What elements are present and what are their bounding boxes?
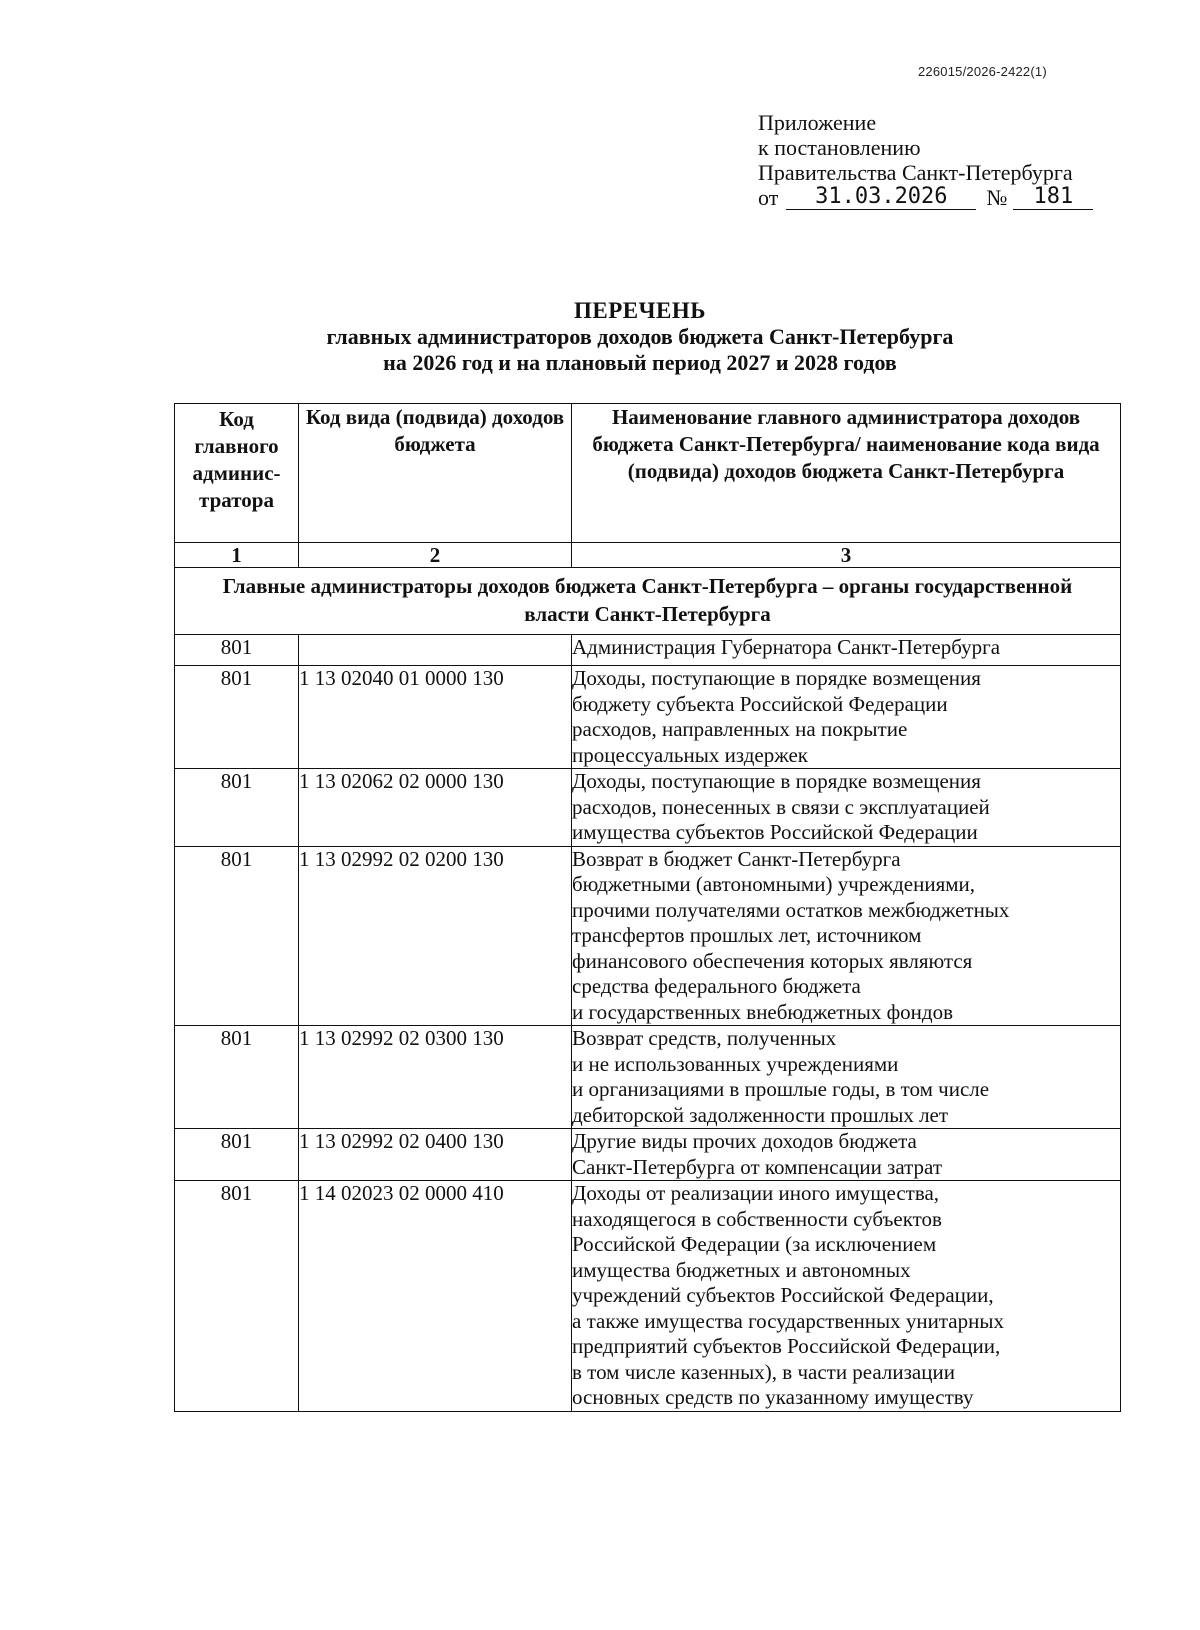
name-line: основных средств по указанному имуществу bbox=[572, 1385, 974, 1409]
name-cell bbox=[572, 769, 1121, 847]
income-code-cell: 1 13 02040 01 0000 130 bbox=[299, 666, 572, 769]
table-row bbox=[175, 1026, 1121, 1129]
name-cell bbox=[572, 635, 1121, 666]
table-row bbox=[175, 635, 1121, 666]
table-row bbox=[175, 846, 1121, 1026]
title-line-2: главных администраторов доходов бюджета Санкт-Петербурга bbox=[326, 324, 954, 349]
title-line-3: на 2026 год и на плановый период 2027 и 2028 годов bbox=[383, 350, 897, 375]
table-row bbox=[175, 666, 1121, 769]
name-line: в том числе казенных), в части реализации bbox=[572, 1359, 955, 1384]
name-line: Доходы, поступающие в порядке возмещения bbox=[572, 666, 981, 690]
income-code-cell: 1 13 02062 02 0000 130 bbox=[299, 769, 572, 847]
header-income-code: Код вида (подвида) доходов бюджета bbox=[299, 404, 572, 543]
admin-code-cell: 801 bbox=[175, 846, 299, 1026]
income-code-cell: 1 13 02992 02 0400 130 bbox=[299, 1129, 572, 1181]
name-line: бюджету субъекта Российской Федерации bbox=[572, 691, 948, 716]
income-code-cell bbox=[299, 635, 572, 666]
name-line: имущества субъектов Российской Федерации bbox=[572, 820, 978, 844]
resolution-number: 181 bbox=[1013, 185, 1093, 210]
name-line: средства федерального бюджета bbox=[572, 974, 861, 998]
table-row bbox=[175, 769, 1121, 847]
appendix-block bbox=[758, 110, 1178, 210]
admin-code-cell: 801 bbox=[175, 1181, 299, 1412]
name-line: трансфертов прошлых лет, источником bbox=[572, 923, 922, 947]
name-cell bbox=[572, 1181, 1121, 1412]
name-line: и не использованных учреждениями bbox=[572, 1051, 899, 1076]
administrators-table bbox=[174, 403, 1121, 1412]
resolution-date: 31.03.2026 bbox=[786, 185, 976, 210]
name-line: предприятий субъектов Российской Федерации, bbox=[572, 1334, 1001, 1358]
name-line: учреждений субъектов Российской Федерации, bbox=[572, 1283, 994, 1307]
admin-code-cell: 801 bbox=[175, 635, 299, 666]
column-number: 2 bbox=[299, 543, 572, 568]
income-code-cell: 1 14 02023 02 0000 410 bbox=[299, 1181, 572, 1412]
name-line: расходов, понесенных в связи с эксплуатацией bbox=[572, 794, 990, 819]
header-name: Наименование главного администратора доходов бюджета Санкт-Петербурга/ наименование кода вида (подвида) доходов бюджета Санкт-Петербурга bbox=[572, 404, 1121, 543]
name-line: Возврат средств, полученных bbox=[572, 1026, 837, 1050]
title-heading: ПЕРЕЧЕНЬ bbox=[574, 298, 706, 323]
date-prefix: от bbox=[758, 185, 779, 210]
name-line: и организациями в прошлые годы, в том числе bbox=[572, 1077, 990, 1101]
admin-code-cell: 801 bbox=[175, 1129, 299, 1181]
document-title bbox=[170, 298, 1110, 376]
name-cell bbox=[572, 1026, 1121, 1129]
name-line: прочими получателями остатков межбюджетных bbox=[572, 897, 1010, 922]
document-registration-number: 226015/2026-2422(1) bbox=[918, 64, 1047, 79]
name-line: Доходы от реализации иного имущества, bbox=[572, 1181, 940, 1205]
name-line: дебиторской задолженности прошлых лет bbox=[572, 1102, 949, 1127]
column-number: 3 bbox=[572, 543, 1121, 568]
name-cell bbox=[572, 666, 1121, 769]
appendix-line-2: к постановлению bbox=[758, 135, 921, 160]
name-line: Администрация Губернатора Санкт-Петербурга bbox=[572, 635, 1001, 659]
name-line: Доходы, поступающие в порядке возмещения bbox=[572, 769, 981, 793]
name-cell bbox=[572, 1129, 1121, 1181]
name-line: и государственных внебюджетных фондов bbox=[572, 999, 954, 1024]
table-row bbox=[175, 1181, 1121, 1412]
name-line: а также имущества государственных унитарных bbox=[572, 1308, 1004, 1333]
group-title-row bbox=[175, 568, 1121, 635]
column-number: 1 bbox=[175, 543, 299, 568]
appendix-date-line bbox=[758, 185, 1178, 210]
admin-code-cell: 801 bbox=[175, 769, 299, 847]
appendix-line-3: Правительства Санкт-Петербурга bbox=[758, 160, 1073, 185]
name-line: Другие виды прочих доходов бюджета bbox=[572, 1129, 917, 1153]
column-numbers-row bbox=[175, 543, 1121, 568]
admin-code-cell: 801 bbox=[175, 666, 299, 769]
admin-code-cell: 801 bbox=[175, 1026, 299, 1129]
appendix-line-1: Приложение bbox=[758, 110, 877, 135]
name-line: Возврат в бюджет Санкт-Петербурга bbox=[572, 846, 901, 871]
table-header-row bbox=[175, 404, 1121, 543]
group-title: Главные администраторы доходов бюджета Санкт-Петербурга – органы государственной власти Санкт-Петербурга bbox=[175, 568, 1121, 635]
income-code-cell: 1 13 02992 02 0300 130 bbox=[299, 1026, 572, 1129]
name-line: Российской Федерации (за исключением bbox=[572, 1232, 937, 1256]
name-line: Санкт-Петербурга от компенсации затрат bbox=[572, 1154, 943, 1179]
name-line: имущества бюджетных и автономных bbox=[572, 1257, 911, 1282]
name-line: финансового обеспечения которых являются bbox=[572, 948, 973, 973]
name-line: процессуальных издержек bbox=[572, 742, 808, 767]
header-admin-code: Код главного админис-тратора bbox=[175, 404, 299, 543]
name-cell bbox=[572, 846, 1121, 1026]
name-line: находящегося в собственности субъектов bbox=[572, 1206, 942, 1231]
name-line: бюджетными (автономными) учреждениями, bbox=[572, 872, 976, 896]
income-code-cell: 1 13 02992 02 0200 130 bbox=[299, 846, 572, 1026]
table-row bbox=[175, 1129, 1121, 1181]
number-prefix: № bbox=[986, 185, 1008, 210]
name-line: расходов, направленных на покрытие bbox=[572, 717, 908, 741]
